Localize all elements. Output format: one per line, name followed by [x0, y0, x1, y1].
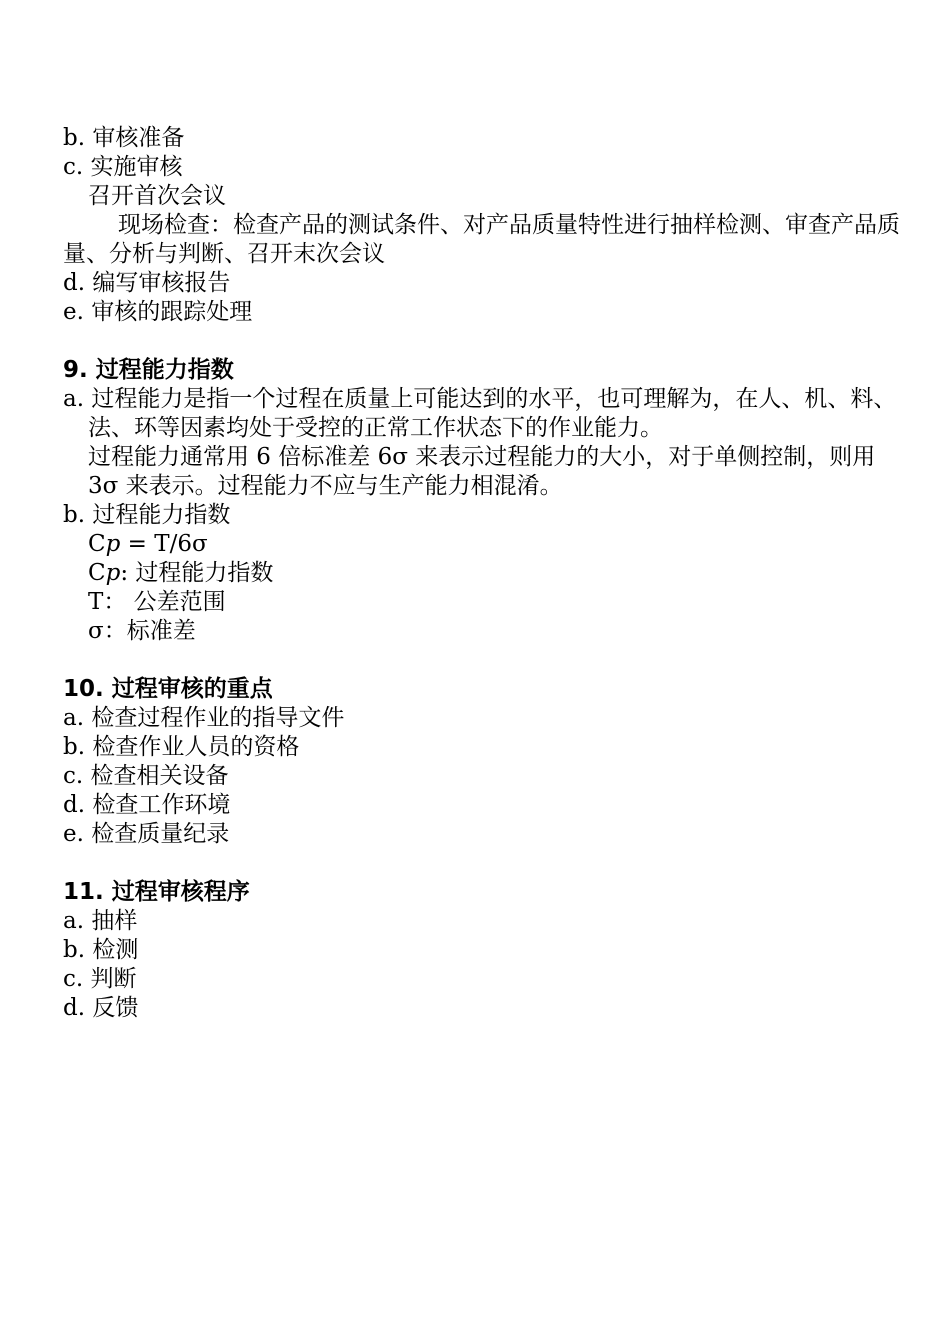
list-text: 检查相关设备	[90, 763, 229, 789]
list-item	[63, 762, 903, 791]
list-text: 检查工作环境	[92, 792, 231, 818]
list-item	[63, 791, 903, 820]
list-item	[63, 298, 903, 327]
list-marker: a.	[63, 705, 85, 731]
section11-list	[63, 907, 903, 1023]
list-marker: b.	[63, 734, 86, 760]
sub-item-onsite-inspection: 现场检查：检查产品的测试条件、对产品质量特性进行抽样检测、审查产品质量、分析与判断、召开末次会议	[63, 212, 900, 267]
list-item	[63, 994, 903, 1023]
list-item	[63, 501, 903, 530]
list-text: 审核准备	[92, 125, 185, 151]
list-marker: c.	[63, 154, 84, 180]
paragraph-process-capability: 过程能力通常用 6 倍标准差 6σ 来表示过程能力的大小，对于单侧控制，则用 3σ 来表示。过程能力不应与生产能力相混淆。	[88, 444, 876, 499]
list-marker: c.	[63, 966, 84, 992]
list-text: 检测	[92, 937, 139, 963]
list-item	[63, 124, 903, 153]
section10-list	[63, 704, 903, 849]
list-marker: b.	[63, 502, 86, 528]
list-text: 反馈	[92, 995, 139, 1021]
list-text: 编写审核报告	[92, 270, 231, 296]
list-marker: d.	[63, 995, 86, 1021]
definition-sigma: σ：标准差	[88, 618, 196, 644]
section-heading-9: 9. 过程能力指数	[63, 357, 234, 383]
document-page	[63, 124, 903, 1023]
list-text: 判断	[90, 966, 137, 992]
list-item	[63, 733, 903, 762]
list-item	[63, 965, 903, 994]
list-text: 检查过程作业的指导文件	[91, 705, 345, 731]
list-text: 实施审核	[90, 154, 183, 180]
list-item	[63, 153, 903, 182]
definition-t: T： 公差范围	[88, 589, 226, 615]
list-text: 过程能力是指一个过程在质量上可能达到的水平，也可理解为，在人、机、料、法、环等因素均处于受控的正常工作状态下的作业能力。	[88, 386, 897, 441]
list-marker: e.	[63, 821, 84, 847]
list-text: 过程能力指数	[92, 502, 231, 528]
list-text: 审核的跟踪处理	[91, 299, 253, 325]
list-text: 抽样	[91, 908, 138, 934]
section-heading-11: 11. 过程审核程序	[63, 879, 250, 905]
list-marker: d.	[63, 792, 86, 818]
list-marker: a.	[63, 908, 85, 934]
list-text: 检查质量纪录	[91, 821, 230, 847]
list-marker: a.	[63, 386, 85, 412]
list-marker: b.	[63, 125, 86, 151]
list-marker: b.	[63, 937, 86, 963]
list-item	[63, 907, 903, 936]
formula-cp: Cp = T/6σ	[88, 531, 208, 557]
section-heading-10: 10. 过程审核的重点	[63, 676, 273, 702]
list-item	[63, 385, 903, 443]
list-marker: e.	[63, 299, 84, 325]
definition-cp: Cp: 过程能力指数	[88, 560, 274, 586]
list-item	[63, 936, 903, 965]
list-item	[63, 820, 903, 849]
list-marker: d.	[63, 270, 86, 296]
sub-item-opening-meeting: 召开首次会议	[88, 183, 226, 209]
list-text: 检查作业人员的资格	[92, 734, 300, 760]
list-item	[63, 704, 903, 733]
list-marker: c.	[63, 763, 84, 789]
list-item	[63, 269, 903, 298]
